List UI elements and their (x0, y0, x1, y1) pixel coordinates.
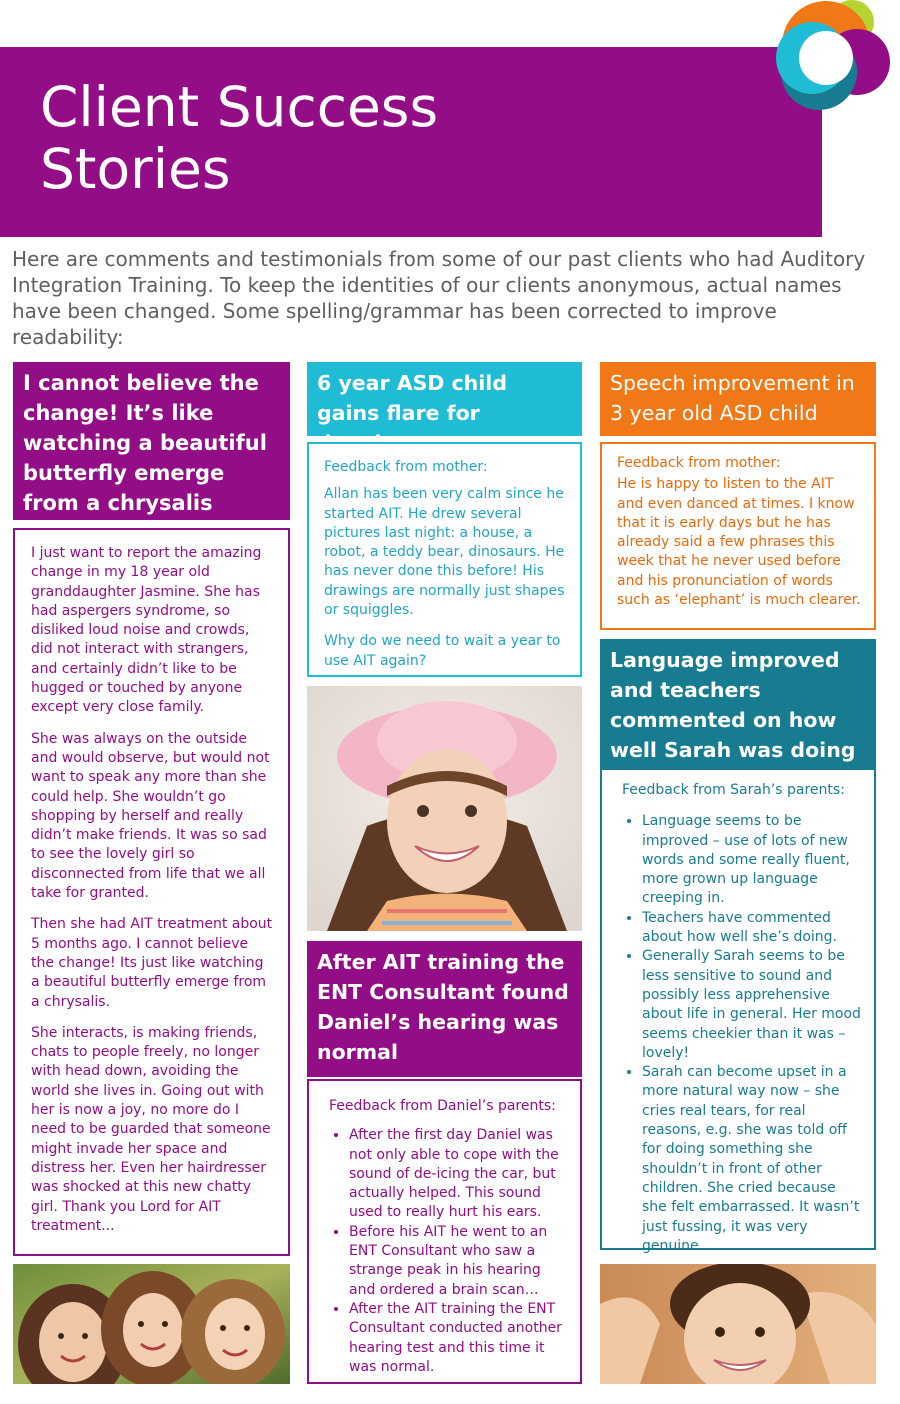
girl-photo (307, 686, 582, 931)
story-speech-text: He is happy to listen to the AIT and even danced at times. I know that it is early days but he has already said a few phrases this week that he never used before and his pronunciation of words such as ‘elephant’ is much clearer. (617, 476, 861, 609)
story-speech-box (600, 442, 876, 630)
story-speech-title: Speech improvement in 3 year old ASD child (610, 371, 855, 425)
story-butterfly-paragraph: Then she had AIT treatment about 5 months ago. I cannot believe the change! Its just like watching a beautiful butterfly emerge from a chrysalis. (31, 916, 273, 1010)
story-language-title: Language improved and teachers commented on how well Sarah was doing (610, 648, 856, 762)
story-butterfly-paragraph: I just want to report the amazing change in my 18 year old granddaughter Jasmine. She has had aspergers syndrome, so disliked loud noise and crowds, did not interact with strangers, and certainly didn’t like to be hugged or touched by anyone except very close family. (31, 545, 262, 716)
page-title-line1: Client Success (40, 75, 439, 139)
story-drawing-paragraph: Why do we need to wait a year to use AIT again? (324, 633, 561, 669)
list-item: • Generally Sarah seems to be less sensitive to sound and possibly less apprehensive about life in general. Her mood seems cheekier than it was – lovely! (642, 947, 864, 1063)
list-item: • Before his AIT he went to an ENT Consultant who saw a strange peak in his hearing and ordered a brain scan… (349, 1223, 570, 1300)
story-hearing-header (307, 941, 582, 1077)
story-drawing-lead: Feedback from mother: (324, 459, 488, 475)
story-hearing-box (307, 1079, 582, 1384)
story-drawing-header (307, 362, 582, 436)
list-item: • Language seems to be improved – use of lots of new words and some really fluent, more grown up language creeping in. (642, 812, 864, 908)
story-drawing-title: 6 year ASD child gains flare for (317, 371, 508, 425)
story-language-lead: Feedback from Sarah’s parents: (622, 782, 845, 798)
list-item: • After the AIT training the ENT Consultant conducted another hearing test and this time it was normal. (349, 1300, 570, 1377)
story-butterfly-paragraph: She was always on the outside and would observe, but would not want to speak any more than she could help. She wouldn’t go shopping by herself and really didn’t make friends. It was so sad to see the lovely girl so disconnected from life that we all take for granted. (31, 730, 270, 902)
children-photo (13, 1264, 290, 1384)
story-language-header (600, 639, 876, 768)
story-butterfly-paragraph: She interacts, is making friends, chats to people freely, no longer with head down, avoiding the world she lives in. Going out with her is now a joy, no more do I need to be guarded that someone might invade her space and distress her. Even her hairdresser was shocked at this new chatty girl. Thank you Lord for AIT treatment... (31, 1024, 271, 1234)
logo-circles-icon (764, 0, 900, 120)
story-butterfly-header (13, 362, 290, 520)
boy-photo (600, 1264, 876, 1384)
story-hearing-lead: Feedback from Daniel’s parents: (329, 1098, 556, 1114)
list-item: • After the first day Daniel was not only able to cope with the sound of de-icing the car, but actually helped. This sound used to really hurt his ears. (349, 1126, 570, 1222)
story-speech-header (600, 362, 876, 436)
story-hearing-title: After AIT training the ENT Consultant found Daniel’s hearing was normal (317, 950, 569, 1064)
story-hearing-list (329, 1126, 570, 1377)
story-drawing-box (307, 442, 582, 677)
story-speech-lead: Feedback from mother: (617, 455, 781, 471)
story-butterfly-box (13, 528, 290, 1256)
page-title (40, 76, 800, 200)
story-language-box (600, 768, 876, 1254)
story-language-list (622, 812, 864, 1256)
story-drawing-paragraph: Allan has been very calm since he started AIT. He drew several pictures last night: a house, a robot, a teddy bear, dinosaurs. He has never done this before! His drawings are normally just shapes or squiggles. (324, 486, 565, 619)
page-title-line2: Stories (40, 137, 231, 201)
list-item: • Teachers have commented about how well she’s doing. (642, 909, 864, 948)
list-item: • Sarah can become upset in a more natural way now – she cries real tears, for real reasons, e.g. she was told off for doing something she shouldn’t in front of other children. She cried because she felt embarrassed. It wasn’t just fussing, it was very genuine. (642, 1063, 864, 1256)
intro-text: Here are comments and testimonials from some of our past clients who had Auditory Integration Training. To keep the identities of our clients anonymous, actual names have been changed. Some spelling/grammar has been corrected to improve readability: (12, 247, 866, 349)
story-butterfly-title: I cannot believe the change! It’s like watching a beautiful butterfly emerge from a chrysalis (23, 371, 267, 515)
